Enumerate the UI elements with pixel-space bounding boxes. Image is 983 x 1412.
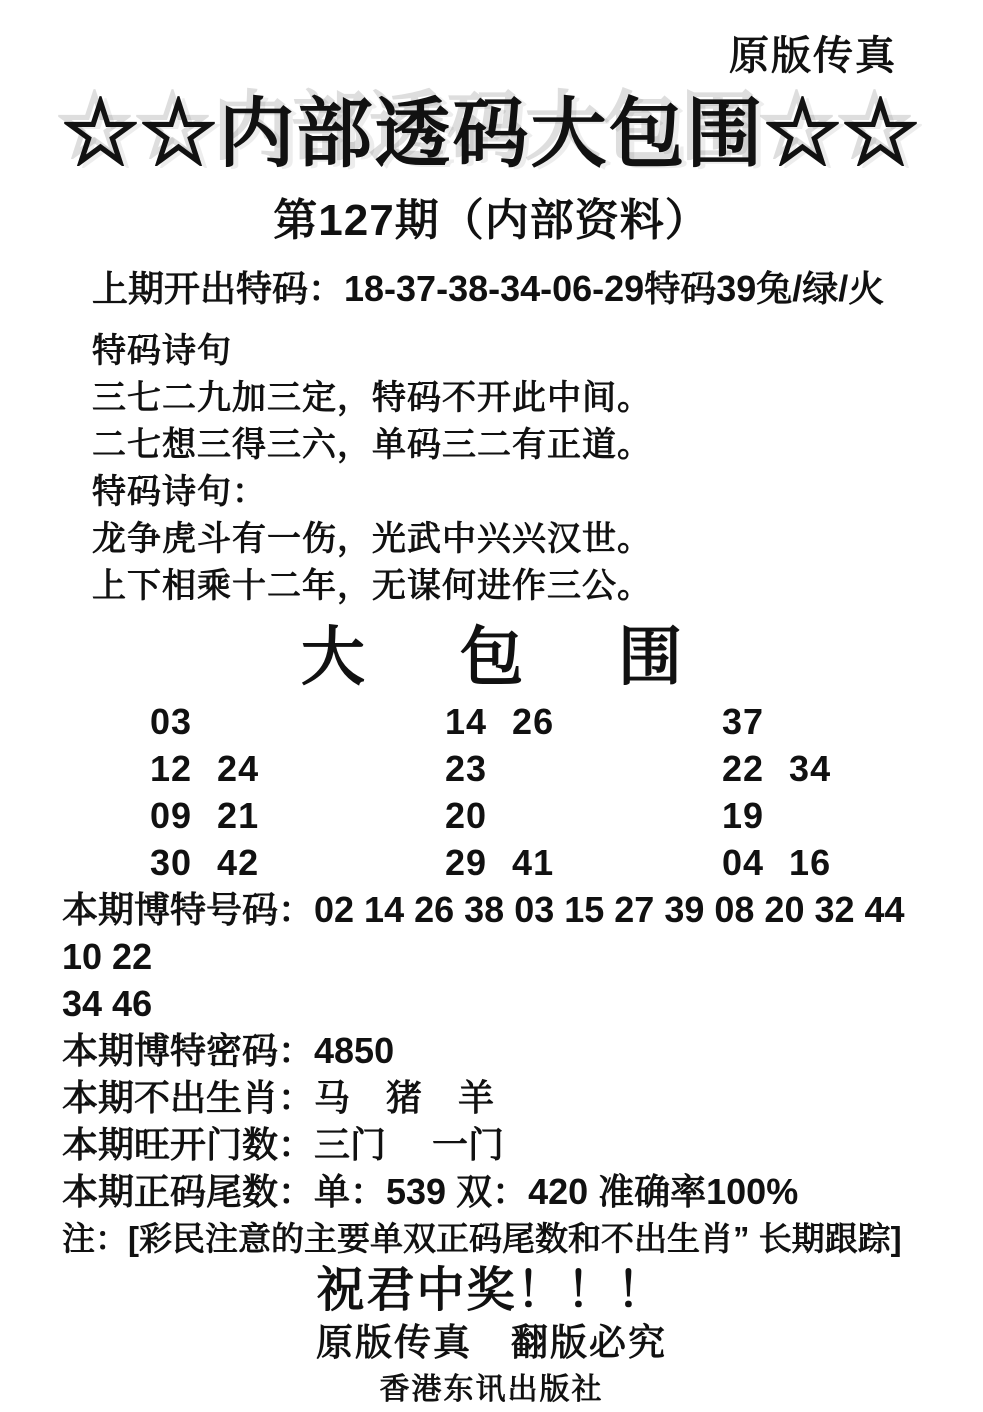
corner-label: 原版传真 bbox=[729, 34, 897, 78]
note-line: 注：[彩民注意的主要单双正码尾数和不出生肖” 长期跟踪] bbox=[62, 1220, 902, 1257]
poem-1-line-2: 二七想三得三六，单码三二有正道。 bbox=[92, 426, 652, 464]
excluded-zodiac-line: 本期不出生肖：马 猪 羊 bbox=[62, 1077, 495, 1118]
bote-numbers-line bbox=[62, 886, 943, 980]
predictions-section bbox=[62, 886, 943, 1262]
grid-cell: 14 26 bbox=[445, 701, 555, 742]
grid-cell: 22 34 bbox=[722, 748, 832, 789]
last-draw-result-line: 上期开出特码：18-37-38-34-06-29特码39兔/绿/火 bbox=[92, 268, 885, 309]
bote-password-line: 本期博特密码：4850 bbox=[62, 1030, 395, 1071]
grid-row bbox=[150, 745, 983, 792]
grid-cell: 03 bbox=[150, 701, 193, 742]
page-title: ☆☆内部透码大包围☆☆ bbox=[62, 93, 921, 177]
poem-1-line-1: 三七二九加三定，特码不开此中间。 bbox=[92, 379, 652, 417]
grid-cell: 04 16 bbox=[722, 842, 832, 883]
poem-1-header: 特码诗句 bbox=[92, 332, 232, 370]
lucky-gates-line: 本期旺开门数：三门 一门 bbox=[62, 1124, 505, 1165]
grid-row bbox=[150, 839, 983, 886]
footer-publisher: 香港东讯出版社 bbox=[379, 1373, 604, 1406]
issue-number-line: 第127期（内部资料） bbox=[273, 196, 710, 245]
grid-cell: 37 bbox=[722, 701, 765, 742]
grid-cell: 20 bbox=[445, 795, 488, 836]
grid-cell: 23 bbox=[445, 748, 488, 789]
special-code-poems bbox=[92, 328, 983, 610]
poem-2-line-2: 上下相乘十二年，无谋何进作三公。 bbox=[92, 567, 652, 605]
encirclement-section-title: 大 包 围 bbox=[300, 621, 721, 693]
tail-numbers-line: 本期正码尾数：单：539 双：420 准确率100% bbox=[62, 1171, 799, 1212]
footer-wish: 祝君中奖！！！ bbox=[316, 1264, 667, 1317]
encirclement-number-grid bbox=[150, 698, 983, 886]
bote-numbers-values: 02 14 26 38 03 15 27 39 08 20 32 44 10 22 bbox=[62, 889, 905, 977]
bote-numbers-label: 本期博特号码： bbox=[62, 889, 315, 930]
grid-cell: 19 bbox=[722, 795, 765, 836]
bote-numbers-wrap-line: 34 46 bbox=[62, 983, 153, 1024]
grid-row bbox=[150, 792, 983, 839]
poem-2-header: 特码诗句： bbox=[92, 473, 267, 511]
grid-cell: 09 21 bbox=[150, 795, 260, 836]
grid-cell: 30 42 bbox=[150, 842, 260, 883]
grid-row bbox=[150, 698, 983, 745]
grid-cell: 29 41 bbox=[445, 842, 555, 883]
grid-cell: 12 24 bbox=[150, 748, 260, 789]
footer-copyright: 原版传真 翻版必究 bbox=[316, 1322, 667, 1363]
poem-2-line-1: 龙争虎斗有一伤，光武中兴兴汉世。 bbox=[92, 520, 652, 558]
